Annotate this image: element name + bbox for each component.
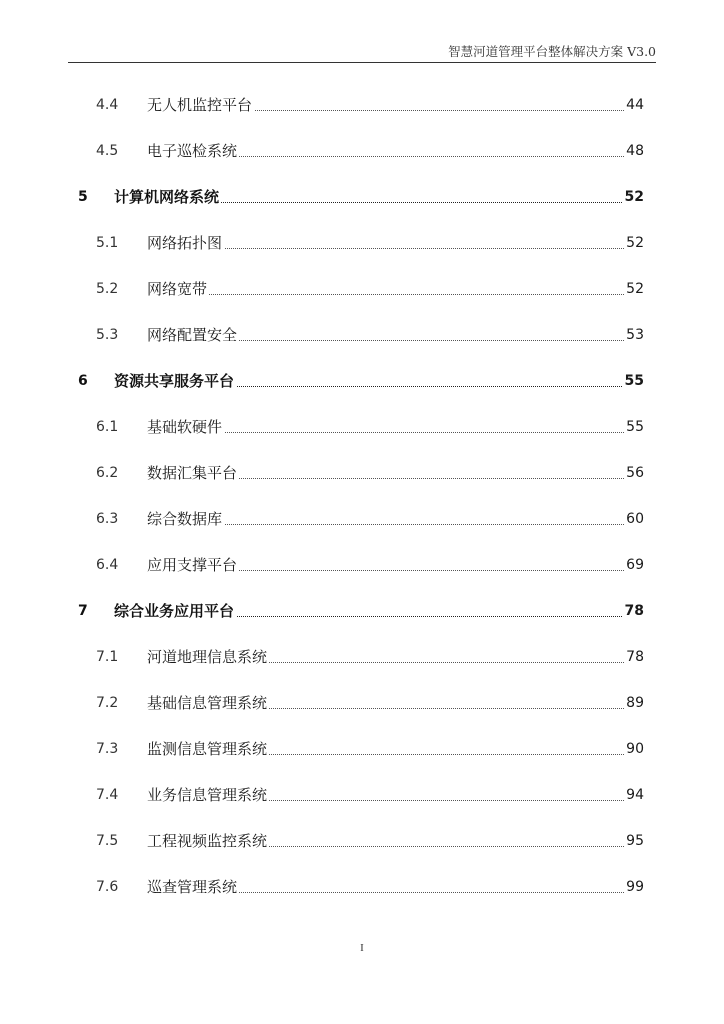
toc-entry-5-1[interactable]: [0, 229, 724, 257]
toc-entry-7[interactable]: [0, 597, 724, 625]
toc-entry-7-6[interactable]: [0, 873, 724, 901]
toc-entry-title: 监测信息管理系统: [147, 735, 269, 763]
toc-entry-title: 基础软硬件: [147, 413, 224, 441]
toc-entry-5-3[interactable]: [0, 321, 724, 349]
toc-entry-6[interactable]: [0, 367, 724, 395]
toc-entry-page: 52: [624, 275, 644, 303]
toc-entry-number: 7.4: [96, 787, 119, 803]
toc-entry-title: 网络宽带: [147, 275, 209, 303]
toc-entry-title: 资源共享服务平台: [114, 367, 236, 395]
toc-entry-number: 7.2: [96, 695, 119, 711]
toc-entry-7-5[interactable]: [0, 827, 724, 855]
toc-entry-title: 业务信息管理系统: [147, 781, 269, 809]
toc-entry-6-2[interactable]: [0, 459, 724, 487]
toc-entry-page: 53: [624, 321, 644, 349]
toc-entry-5[interactable]: [0, 183, 724, 211]
toc-entry-title: 数据汇集平台: [147, 459, 239, 487]
toc-entry-title: 基础信息管理系统: [147, 689, 269, 717]
toc-entry-6-3[interactable]: [0, 505, 724, 533]
toc-entry-4-5[interactable]: [0, 137, 724, 165]
toc-entry-number: 7.5: [96, 833, 119, 849]
toc-entry-5-2[interactable]: [0, 275, 724, 303]
toc-entry-page: 55: [624, 413, 644, 441]
toc-entry-title: 综合数据库: [147, 505, 224, 533]
toc-entry-page: 48: [624, 137, 644, 165]
toc-entry-page: 99: [624, 873, 644, 901]
toc-entry-number: 6.3: [96, 511, 119, 527]
page-number: I: [360, 942, 364, 954]
toc-entry-6-1[interactable]: [0, 413, 724, 441]
document-title: 智慧河道管理平台整体解决方案 V3.0: [448, 44, 656, 59]
toc-entry-number: 7.1: [96, 649, 119, 665]
toc-entry-page: 52: [624, 229, 644, 257]
toc-entry-page: 56: [624, 459, 644, 487]
toc-entry-page: 55: [623, 367, 644, 395]
toc-entry-number: 5: [78, 189, 88, 205]
toc-entry-page: 94: [624, 781, 644, 809]
toc-entry-4-4[interactable]: [0, 91, 724, 119]
toc-entry-number: 4.4: [96, 97, 119, 113]
toc-entry-number: 7: [78, 603, 88, 619]
toc-entry-title: 电子巡检系统: [147, 137, 239, 165]
toc-entry-7-1[interactable]: [0, 643, 724, 671]
toc-entry-title: 网络拓扑图: [147, 229, 224, 257]
toc-entry-7-3[interactable]: [0, 735, 724, 763]
toc-entry-page: 52: [623, 183, 644, 211]
toc-entry-number: 7.3: [96, 741, 119, 757]
toc-entry-title: 计算机网络系统: [114, 183, 221, 211]
toc-entry-number: 6.1: [96, 419, 119, 435]
toc-entry-6-4[interactable]: [0, 551, 724, 579]
toc-entry-number: 6.4: [96, 557, 119, 573]
toc-entry-number: 7.6: [96, 879, 119, 895]
toc-entry-page: 95: [624, 827, 644, 855]
toc-entry-page: 78: [623, 597, 644, 625]
toc-entry-title: 网络配置安全: [147, 321, 239, 349]
toc-entry-title: 河道地理信息系统: [147, 643, 269, 671]
toc-entry-title: 综合业务应用平台: [114, 597, 236, 625]
toc-entry-number: 4.5: [96, 143, 119, 159]
toc-entry-title: 巡查管理系统: [147, 873, 239, 901]
toc-entry-page: 60: [624, 505, 644, 533]
dot-leader: [147, 294, 626, 295]
toc-entry-page: 89: [624, 689, 644, 717]
toc-entry-number: 5.3: [96, 327, 119, 343]
toc-entry-7-4[interactable]: [0, 781, 724, 809]
toc-entry-title: 工程视频监控系统: [147, 827, 269, 855]
toc-entry-number: 5.1: [96, 235, 119, 251]
toc-entry-page: 69: [624, 551, 644, 579]
toc-entry-page: 44: [624, 91, 644, 119]
toc-entry-number: 5.2: [96, 281, 119, 297]
toc-entry-title: 无人机监控平台: [147, 91, 254, 119]
toc-entry-title: 应用支撑平台: [147, 551, 239, 579]
toc-entry-number: 6.2: [96, 465, 119, 481]
toc-entry-number: 6: [78, 373, 88, 389]
toc-entry-page: 78: [624, 643, 644, 671]
toc-entry-7-2[interactable]: [0, 689, 724, 717]
toc-entry-page: 90: [624, 735, 644, 763]
